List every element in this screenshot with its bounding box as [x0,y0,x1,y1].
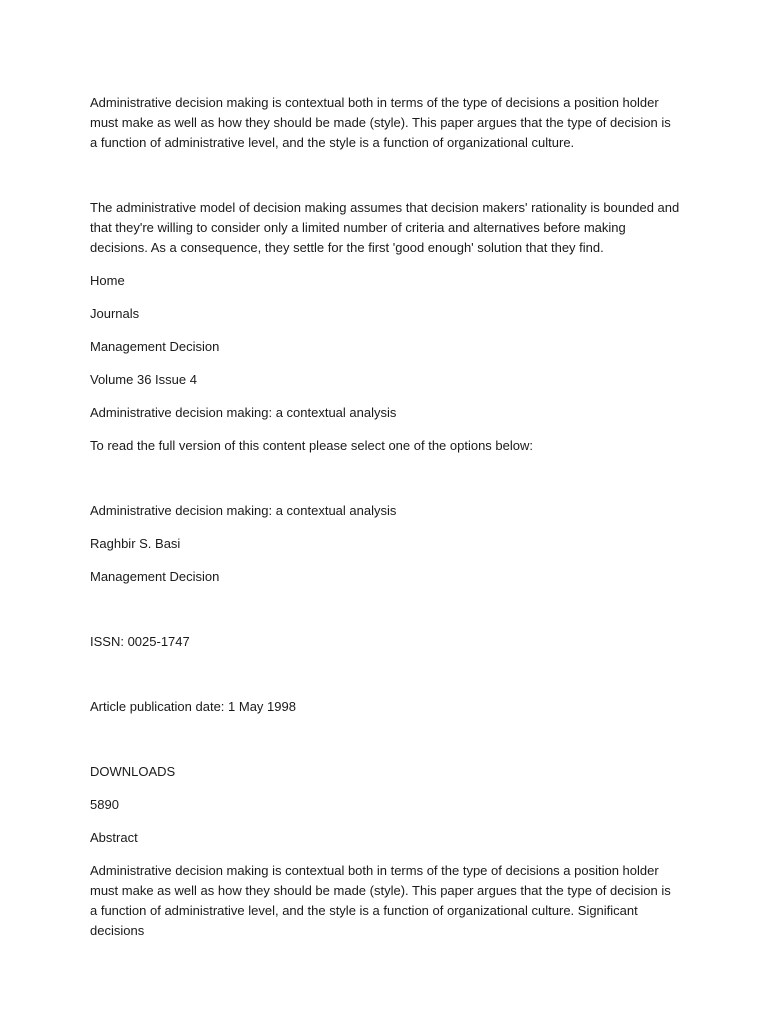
breadcrumb-home: Home [90,273,125,288]
intro-paragraph: Administrative decision making is contextual both in terms of the type of decisions a position holder must make as well as how they should be made (style). This paper argues that the type of decision is a function of administrative level, and the style is a function of organizational culture. [90,95,671,150]
breadcrumb-journal-name: Management Decision [90,339,220,354]
access-prompt: To read the full version of this content please select one of the options below: [90,438,533,453]
breadcrumb-journals: Journals [90,306,140,321]
article-journal: Management Decision [90,569,220,584]
article-issn: ISSN: 0025-1747 [90,634,190,649]
abstract-heading: Abstract [90,830,138,845]
article-publication-date: Article publication date: 1 May 1998 [90,699,296,714]
article-title: Administrative decision making: a contextual analysis [90,503,397,518]
document-body [90,93,680,941]
abstract-text: Administrative decision making is contextual both in terms of the type of decisions a position holder must make as well as how they should be made (style). This paper argues that the type of decision is a function of administrative level, and the style is a function of organizational culture. Significant decisions [90,863,671,938]
article-author: Raghbir S. Basi [90,536,181,551]
model-paragraph: The administrative model of decision making assumes that decision makers' rationality is bounded and that they're willing to consider only a limited number of criteria and alternatives before making decisions. As a consequence, they settle for the first 'good enough' solution that they find. [90,200,680,255]
downloads-count: 5890 [90,797,119,812]
downloads-label: DOWNLOADS [90,764,176,779]
breadcrumb-volume-issue: Volume 36 Issue 4 [90,372,197,387]
breadcrumb-article-title: Administrative decision making: a contextual analysis [90,405,397,420]
